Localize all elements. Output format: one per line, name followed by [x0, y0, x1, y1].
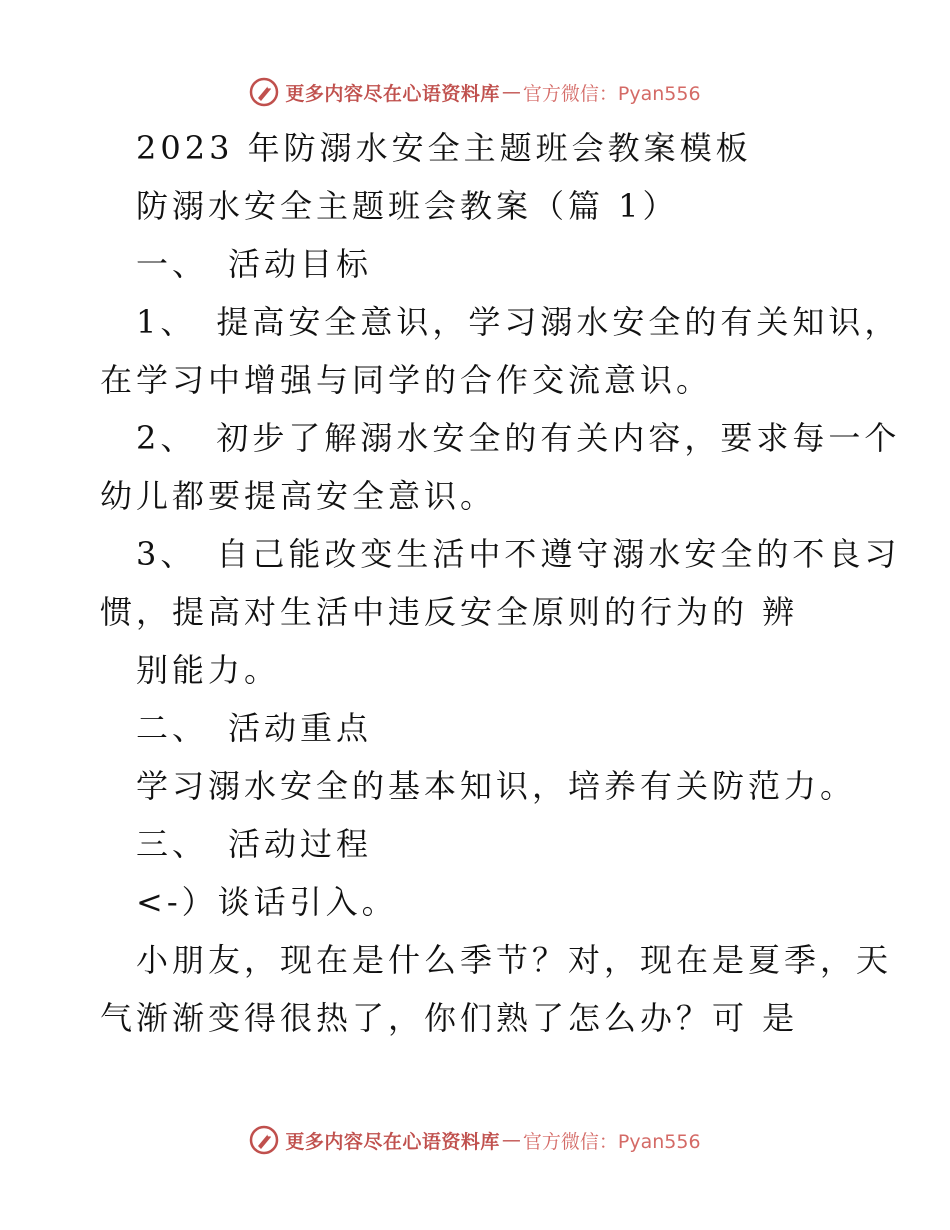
pen-nib-logo-icon: [249, 77, 279, 107]
goal-2-line-1: 2、 初步了解溺水安全的有关内容，要求每一个: [136, 419, 901, 457]
focus-text: 学习溺水安全的基本知识，培养有关防范力。: [136, 767, 857, 805]
goal-3-line-2: 惯，提高对生活中违反安全原则的行为的 辨: [100, 593, 799, 631]
watermark-dash: —: [501, 81, 521, 103]
process-step-1: <-）谈话引入。: [136, 883, 398, 921]
footer-watermark: [0, 1120, 950, 1160]
section-heading-focus: 二、 活动重点: [136, 709, 373, 747]
section-heading-process: 三、 活动过程: [136, 825, 373, 863]
paragraph-line-1: 小朋友，现在是什么季节？对，现在是夏季，天: [136, 941, 893, 979]
section-heading-goals: 一、 活动目标: [136, 245, 373, 283]
watermark-site-text: 更多内容尽在心语资料库: [285, 82, 500, 105]
goal-2-line-2: 幼儿都要提高安全意识。: [100, 477, 497, 515]
watermark-dash: —: [501, 1129, 521, 1151]
goal-3-line-3: 别能力。: [136, 651, 281, 689]
header-watermark: [0, 72, 950, 112]
watermark-wechat-text: 官方微信：Pyan556: [522, 1130, 701, 1153]
document-subtitle: 防溺水安全主题班会教案（篇 1）: [136, 187, 679, 225]
pen-nib-logo-icon: [249, 1125, 279, 1155]
goal-1-line-2: 在学习中增强与同学的合作交流意识。: [100, 361, 713, 399]
goal-3-line-1: 3、 自己能改变生活中不遵守溺水安全的不良习: [136, 535, 901, 573]
goal-1-line-1: 1、 提高安全意识，学习溺水安全的有关知识，: [136, 303, 901, 341]
watermark-wechat-text: 官方微信：Pyan556: [522, 82, 701, 105]
document-title: 2023 年防溺水安全主题班会教案模板: [136, 129, 752, 167]
watermark-site-text: 更多内容尽在心语资料库: [285, 1130, 500, 1153]
paragraph-line-2: 气渐渐变得很热了，你们熟了怎么办？可 是: [100, 999, 799, 1037]
